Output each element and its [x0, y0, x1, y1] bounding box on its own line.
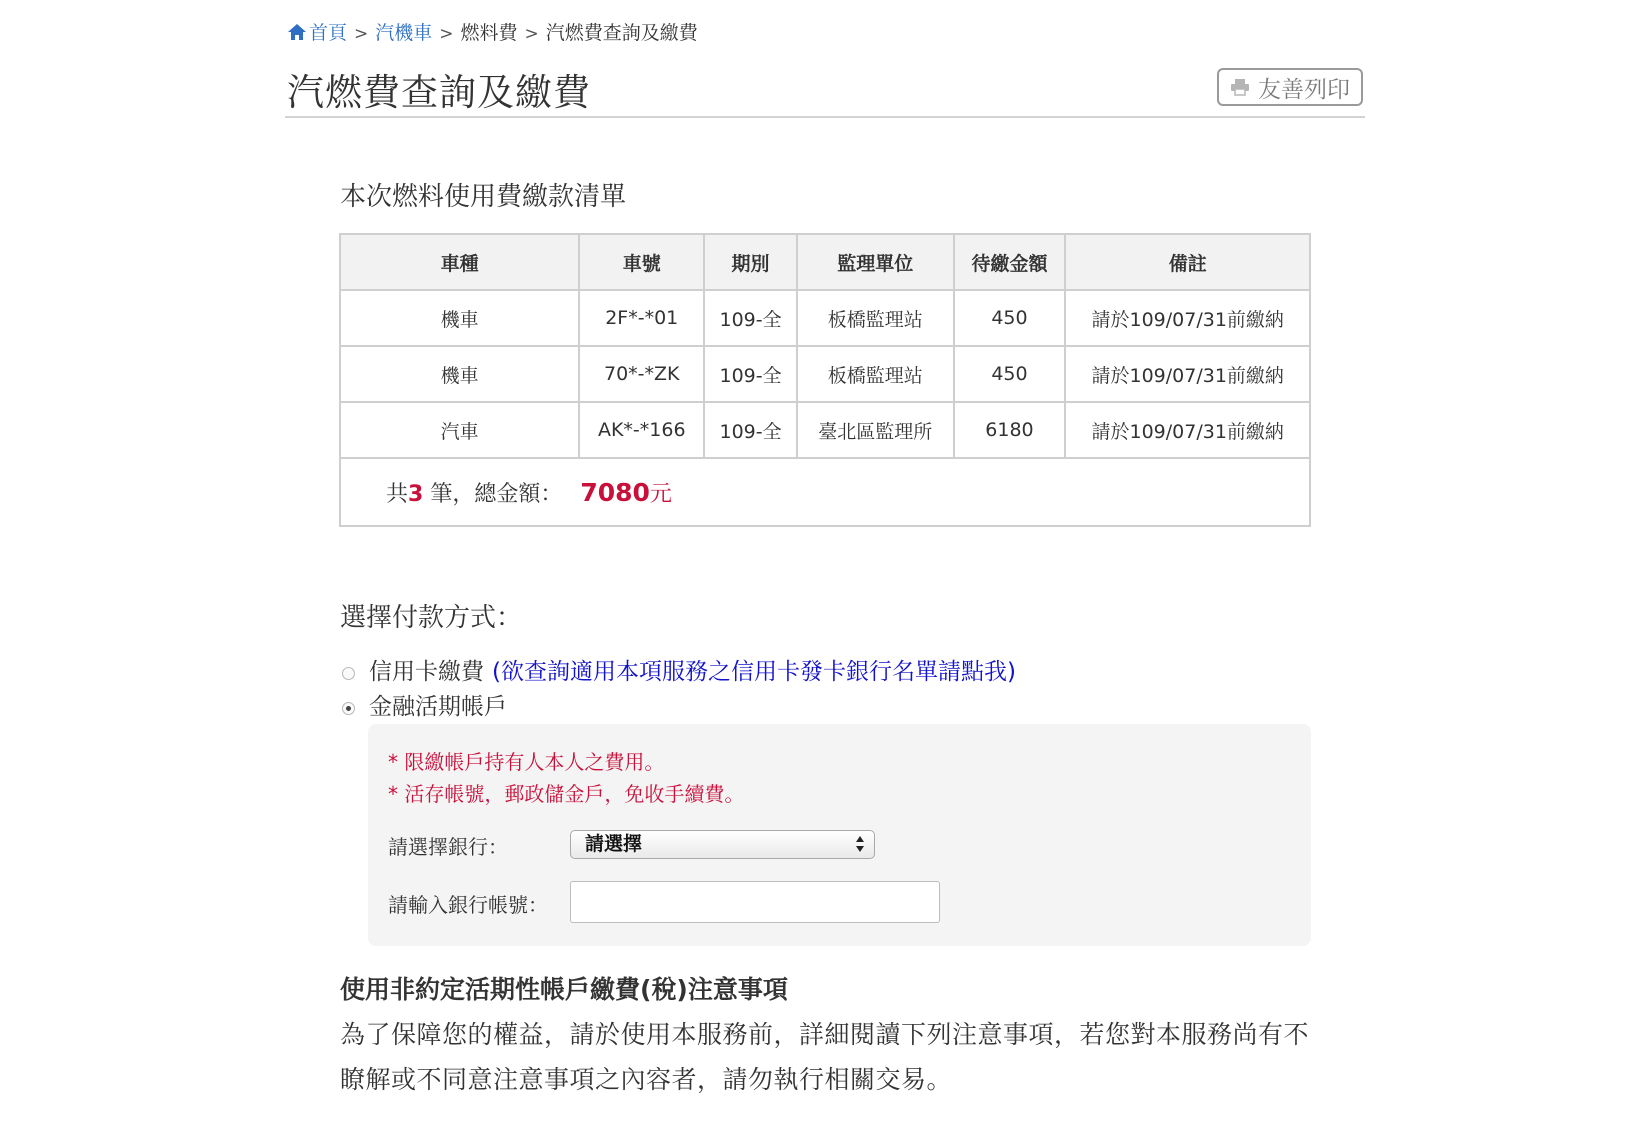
page-title: 汽燃費查詢及繳費	[287, 71, 591, 114]
payment-option-credit-card[interactable]	[342, 653, 1016, 686]
column-header-amount: 待繳金額	[954, 234, 1066, 290]
account-number-input[interactable]	[570, 881, 940, 923]
payment-option-bank-account[interactable]	[342, 688, 507, 721]
total-count: 3	[408, 481, 424, 507]
cell-amount: 450	[954, 290, 1066, 346]
breadcrumb	[287, 18, 698, 45]
table-row	[340, 402, 1310, 458]
payment-method-title: 選擇付款方式：	[340, 603, 523, 633]
account-holder-note: * 限繳帳戶持有人本人之費用。	[388, 750, 665, 774]
total-unit: 元	[649, 481, 672, 507]
cell-remark: 請於109/07/31前繳納	[1065, 402, 1310, 458]
breadcrumb-vehicle-link[interactable]: 汽機車	[375, 22, 433, 44]
breadcrumb-fuel-fee: 燃料費	[460, 22, 518, 44]
fee-table	[339, 233, 1311, 527]
bank-account-radio[interactable]	[342, 702, 355, 715]
bank-select-label: 請選擇銀行：	[388, 835, 508, 859]
credit-card-label[interactable]: 信用卡繳費	[369, 659, 484, 685]
notice-title: 使用非約定活期性帳戶繳費(稅)注意事項	[340, 975, 788, 1004]
cell-amount: 6180	[954, 402, 1066, 458]
total-suffix: 筆，總金額：	[423, 481, 563, 507]
column-header-vehicle-type: 車種	[340, 234, 579, 290]
cell-plate: 2F*-*01	[579, 290, 704, 346]
breadcrumb-home-link[interactable]: 首頁	[309, 22, 348, 44]
cell-office: 板橋監理站	[797, 346, 954, 402]
cell-period: 109-全	[704, 346, 797, 402]
credit-card-bank-list-link[interactable]: (欲查詢適用本項服務之信用卡發卡銀行名單請點我)	[492, 659, 1016, 685]
table-total-row	[340, 458, 1310, 526]
cell-office: 臺北區監理所	[797, 402, 954, 458]
bank-select-value: 請選擇	[585, 833, 643, 855]
table-header-row	[340, 234, 1310, 290]
cell-vehicle-type: 機車	[340, 290, 579, 346]
breadcrumb-separator: >	[439, 24, 454, 44]
print-button[interactable]	[1217, 68, 1363, 106]
title-divider	[285, 116, 1365, 118]
print-button-label: 友善列印	[1258, 76, 1350, 103]
cell-period: 109-全	[704, 290, 797, 346]
cell-remark: 請於109/07/31前繳納	[1065, 290, 1310, 346]
fee-waiver-note: * 活存帳號，郵政儲金戶，免收手續費。	[388, 782, 745, 806]
breadcrumb-current: 汽燃費查詢及繳費	[545, 22, 698, 44]
bank-select[interactable]	[570, 830, 875, 859]
cell-plate: 70*-*ZK	[579, 346, 704, 402]
total-prefix: 共	[386, 481, 409, 507]
breadcrumb-separator: >	[524, 24, 539, 44]
table-row	[340, 290, 1310, 346]
bank-account-label[interactable]: 金融活期帳戶	[369, 694, 507, 720]
bank-account-panel	[368, 724, 1311, 946]
home-icon	[287, 23, 307, 41]
column-header-plate: 車號	[579, 234, 704, 290]
fee-list-title: 本次燃料使用費繳款清單	[340, 182, 627, 212]
cell-office: 板橋監理站	[797, 290, 954, 346]
cell-period: 109-全	[704, 402, 797, 458]
credit-card-radio[interactable]	[342, 667, 355, 680]
breadcrumb-separator: >	[354, 24, 369, 44]
column-header-office: 監理單位	[797, 234, 954, 290]
column-header-period: 期別	[704, 234, 797, 290]
printer-icon	[1230, 78, 1250, 96]
total-amount: 7080	[580, 477, 650, 507]
total-summary	[340, 458, 1310, 526]
cell-amount: 450	[954, 346, 1066, 402]
notice-body: 為了保障您的權益，請於使用本服務前，詳細閱讀下列注意事項，若您對本服務尚有不瞭解或不同意注意事項之內容者，請勿執行相關交易。	[340, 1020, 1310, 1094]
cell-vehicle-type: 汽車	[340, 402, 579, 458]
cell-vehicle-type: 機車	[340, 346, 579, 402]
table-row	[340, 346, 1310, 402]
cell-plate: AK*-*166	[579, 402, 704, 458]
column-header-remark: 備註	[1065, 234, 1310, 290]
cell-remark: 請於109/07/31前繳納	[1065, 346, 1310, 402]
account-number-label: 請輸入銀行帳號：	[388, 893, 548, 917]
select-arrows-icon	[855, 834, 865, 854]
